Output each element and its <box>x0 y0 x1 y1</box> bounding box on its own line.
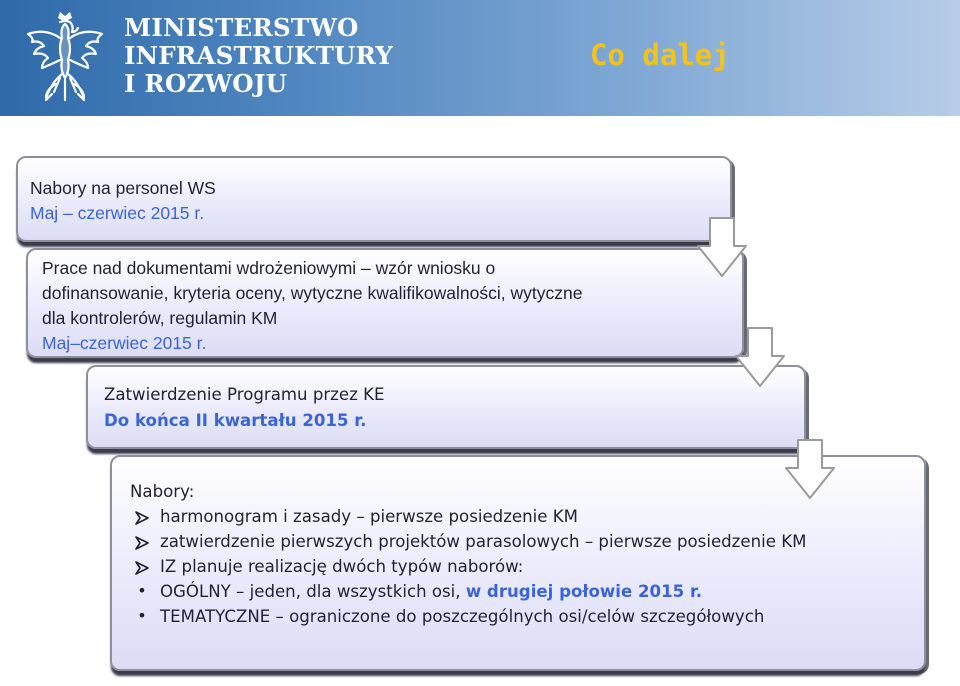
polish-eagle-icon <box>16 8 114 108</box>
down-arrow-icon <box>784 438 836 500</box>
list-item-text: zatwierdzenie pierwszych projektów parasolowych – pierwsze posiedzenie KM <box>160 532 807 551</box>
down-arrow-icon <box>734 326 786 388</box>
stage-2-line-3: dla kontrolerów, regulamin KM <box>42 308 278 328</box>
list-item-text <box>160 582 702 601</box>
dot-bullet-icon: • <box>137 581 147 600</box>
stage-1-text: Nabory na personel WS <box>30 178 216 198</box>
arrowhead-bullet-icon <box>132 561 152 575</box>
header-banner <box>0 0 960 116</box>
ministry-line-2: INFRASTRUKTURY <box>124 41 394 70</box>
general-call-text: OGÓLNY – jeden, dla wszystkich osi, <box>160 582 466 601</box>
stage-4-heading: Nabory: <box>130 482 195 501</box>
stage-2-date: Maj–czerwiec 2015 r. <box>42 333 207 353</box>
stage-2-line-1: Prace nad dokumentami wdrożeniowymi – wzór wniosku o <box>42 258 496 278</box>
slide-title: Co dalej <box>590 38 730 72</box>
dot-bullet-icon: • <box>137 606 147 625</box>
list-item-text: TEMATYCZNE – ograniczone do poszczególnych osi/celów szczegółowych <box>160 607 765 626</box>
stage-card-personnel <box>16 156 732 242</box>
stage-2-line-2: dofinansowanie, kryteria oceny, wytyczne kwalifikowalności, wytyczne <box>42 283 583 303</box>
ministry-logo-text <box>124 13 394 98</box>
list-item-text: IZ planuje realizację dwóch typów naborów: <box>160 557 524 576</box>
arrowhead-bullet-icon <box>132 511 152 525</box>
stage-3-date: Do końca II kwartału 2015 r. <box>104 411 367 430</box>
list-item-text: harmonogram i zasady – pierwsze posiedzenie KM <box>160 507 578 526</box>
ministry-line-1: MINISTERSTWO <box>124 13 359 42</box>
down-arrow-icon <box>696 216 748 278</box>
stage-3-text: Zatwierdzenie Programu przez KE <box>104 385 385 404</box>
stage-1-date: Maj – czerwiec 2015 r. <box>30 203 205 223</box>
general-call-date: w drugiej połowie 2015 r. <box>465 582 703 601</box>
arrowhead-bullet-icon <box>132 536 152 550</box>
ministry-line-3: I ROZWOJU <box>124 69 288 98</box>
stage-card-approval <box>86 365 806 449</box>
